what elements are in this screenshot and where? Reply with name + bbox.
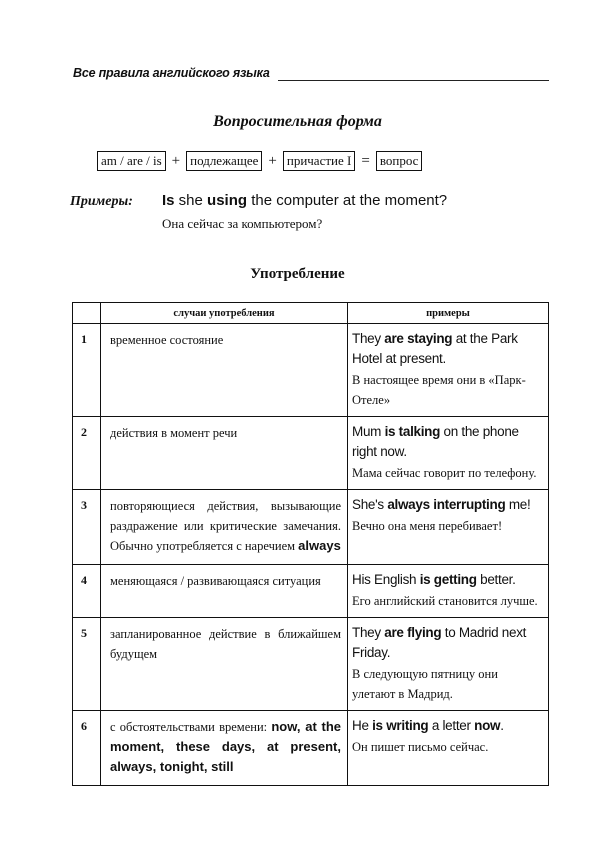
usage-case <box>101 417 348 490</box>
example-verb: always interrupting <box>387 497 506 512</box>
case-text: меняющаяся / развивающаяся ситуация <box>110 574 321 588</box>
example-russian: В следующую пятницу они улетают в Мадрид. <box>352 667 498 701</box>
example-text: the computer at the moment? <box>247 192 448 209</box>
page-header <box>73 66 549 82</box>
examples-label: Примеры: <box>70 194 133 209</box>
example-verb: is writing <box>372 718 429 733</box>
example-russian: Она сейчас за компьютером? <box>162 216 323 231</box>
usage-case <box>101 324 348 417</box>
usage-example <box>348 565 549 618</box>
example-russian: Он пишет письмо сейчас. <box>352 740 489 754</box>
usage-table <box>72 302 549 786</box>
example-text: to Madrid next Friday. <box>352 625 527 660</box>
usage-example <box>348 490 549 565</box>
case-text: с обстоятельствами времени: <box>110 720 272 734</box>
example-verb: now <box>474 718 501 733</box>
example-verb: are staying <box>384 331 453 346</box>
example-text: a letter <box>428 718 475 733</box>
header-rule <box>278 80 549 81</box>
usage-example <box>348 324 549 417</box>
example-english <box>352 422 544 462</box>
table-row <box>73 618 549 711</box>
example-text: His English <box>352 572 420 587</box>
example-english <box>352 623 544 663</box>
usage-case <box>101 711 348 786</box>
example-english <box>162 192 447 209</box>
example-russian: В настоящее время они в «Парк-Отеле» <box>352 373 526 407</box>
example-verb: is talking <box>384 424 441 439</box>
case-keyword: now, at the moment, these days, at present, always, tonight, still <box>110 719 342 774</box>
example-verb: is getting <box>419 572 477 587</box>
usage-example <box>348 618 549 711</box>
column-header-number <box>73 303 101 324</box>
row-number: 1 <box>73 324 101 417</box>
usage-title: Употребление <box>250 266 345 282</box>
example-text: she <box>174 192 208 209</box>
row-number: 6 <box>73 711 101 786</box>
column-header-cases: случаи употребления <box>101 303 348 324</box>
table-row <box>73 490 549 565</box>
formula-result: вопрос <box>376 151 423 171</box>
example-russian: Его английский становится лучше. <box>352 594 538 608</box>
usage-example <box>348 417 549 490</box>
table-row <box>73 565 549 618</box>
table-row <box>73 417 549 490</box>
usage-table-body <box>73 324 549 786</box>
example-text: Mum <box>352 424 385 439</box>
table-row <box>73 711 549 786</box>
row-number: 2 <box>73 417 101 490</box>
example-text: me! <box>505 497 531 512</box>
example-english <box>352 570 544 590</box>
example-text: . <box>500 718 504 733</box>
example-text: He <box>352 718 373 733</box>
case-text: действия в момент речи <box>110 426 238 440</box>
case-text: временное состояние <box>110 333 224 347</box>
example-text: on the phone right now. <box>352 424 519 459</box>
usage-case <box>101 490 348 565</box>
case-keyword: always <box>298 538 341 553</box>
row-number: 5 <box>73 618 101 711</box>
formula-plus: + <box>268 152 277 169</box>
example-english <box>352 716 544 736</box>
example-russian: Мама сейчас говорит по телефону. <box>352 466 537 480</box>
table-header-row <box>73 303 549 324</box>
table-row <box>73 324 549 417</box>
formula-equals: = <box>361 152 370 169</box>
formula-participle: причастие I <box>283 151 355 171</box>
usage-case <box>101 618 348 711</box>
case-text: запланированное действие в ближайшем будущем <box>110 627 341 661</box>
formula-auxiliary: am / are / is <box>97 151 166 171</box>
row-number: 3 <box>73 490 101 565</box>
row-number: 4 <box>73 565 101 618</box>
example-text: They <box>352 331 385 346</box>
case-text: повторяющиеся действия, вызывающие раздражение или критические замечания. Обычно употребляется с наречием <box>110 499 341 553</box>
usage-example <box>348 711 549 786</box>
question-formula <box>97 150 422 172</box>
example-text: She's <box>352 497 388 512</box>
formula-plus: + <box>171 152 181 169</box>
example-text: at the Park Hotel at present. <box>352 331 518 366</box>
example-text: better. <box>476 572 516 587</box>
example-english <box>352 329 544 369</box>
column-header-examples: примеры <box>348 303 549 324</box>
example-russian: Вечно она меня перебивает! <box>352 519 503 533</box>
formula-subject: подлежащее <box>186 151 262 171</box>
example-verb: using <box>207 192 248 209</box>
question-form-title: Вопросительная форма <box>213 113 382 130</box>
running-head: Все правила английского языка <box>73 66 270 80</box>
example-text: They <box>352 625 385 640</box>
example-verb: are flying <box>384 625 442 640</box>
example-aux: Is <box>162 192 175 209</box>
usage-case <box>101 565 348 618</box>
example-english <box>352 495 544 515</box>
